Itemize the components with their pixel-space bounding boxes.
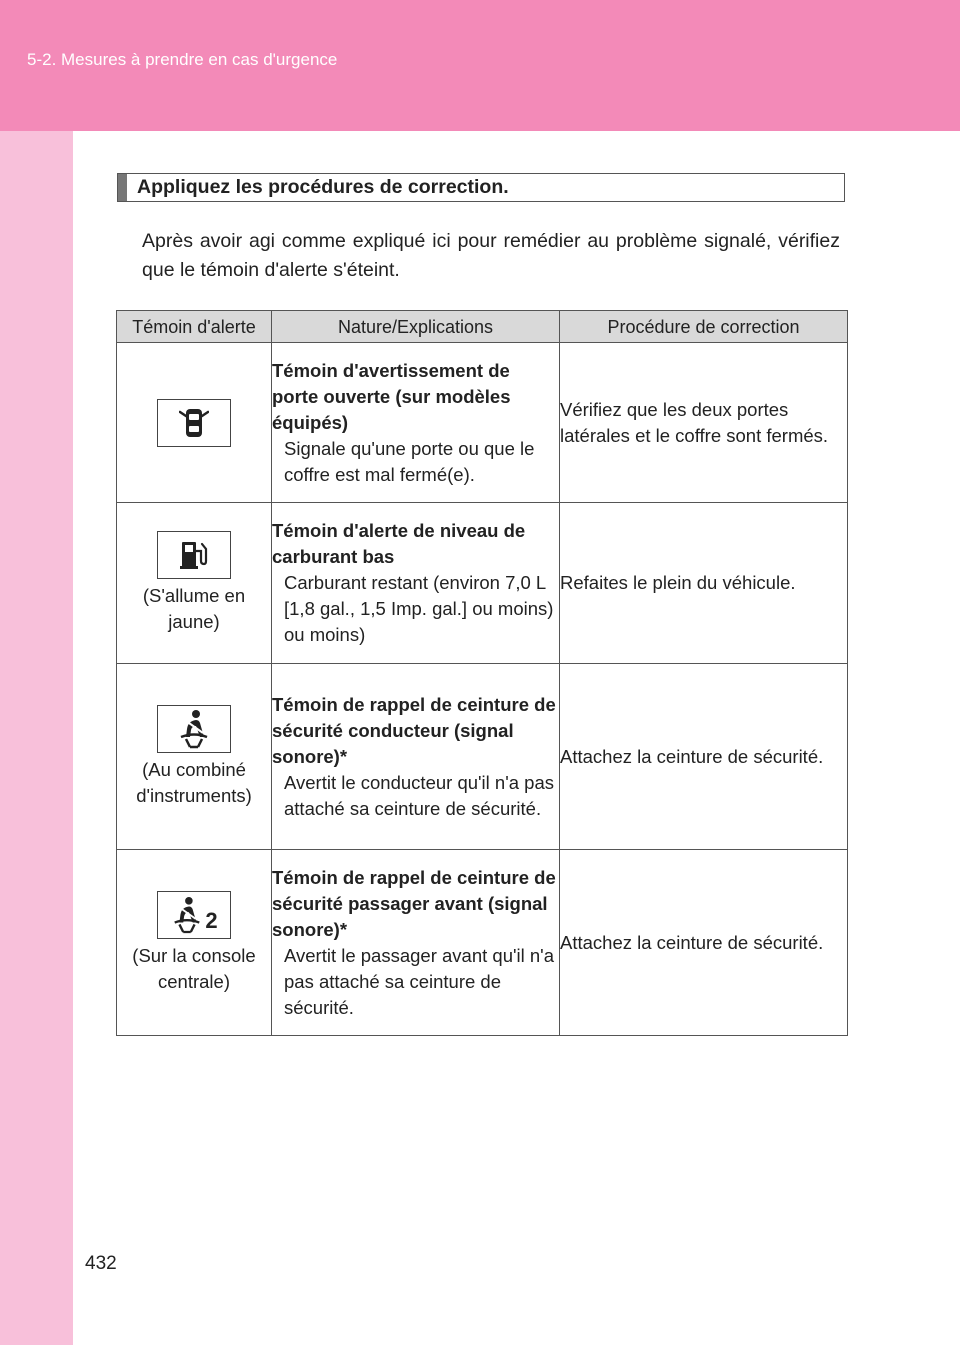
nature-cell <box>272 850 560 1036</box>
nature-cell <box>272 503 560 664</box>
procedure-cell: Attachez la ceinture de sécurité. <box>560 850 848 1036</box>
procedure-cell: Refaites le plein du véhicule. <box>560 503 848 664</box>
icon-caption: (Au combiné d'instruments) <box>136 758 252 806</box>
warning-lights-table <box>116 310 848 1036</box>
section-heading <box>117 173 845 202</box>
warning-title: Témoin d'avertissement de porte ouverte (sur modèles équipés) <box>272 359 511 433</box>
passenger-number-label: 2 <box>205 907 218 933</box>
section-title: Appliquez les procédures de correction. <box>137 176 509 198</box>
header-warning-light: Témoin d'alerte <box>117 311 272 343</box>
seatbelt-passenger-icon <box>157 891 231 939</box>
header-procedure: Procédure de correction <box>560 311 848 343</box>
icon-cell <box>117 503 272 664</box>
heading-marker <box>118 174 127 201</box>
warning-title: Témoin d'alerte de niveau de carburant bas <box>272 520 526 567</box>
table-row <box>117 343 848 503</box>
door-open-icon <box>157 399 231 447</box>
procedure-cell: Vérifiez que les deux portes latérales et le coffre sont fermés. <box>560 343 848 503</box>
warning-description: Signale qu'une porte ou que le coffre est mal fermé(e). <box>284 437 535 485</box>
icon-caption: (Sur la console centrale) <box>132 944 256 992</box>
warning-description: Avertit le conducteur qu'il n'a pas attaché sa ceinture de sécurité. <box>284 771 554 819</box>
nature-cell <box>272 664 560 850</box>
side-margin-band <box>0 131 73 1345</box>
table-row <box>117 664 848 850</box>
warning-title: Témoin de rappel de ceinture de sécurité conducteur (signal sonore)* <box>272 693 556 767</box>
nature-cell <box>272 343 560 503</box>
intro-paragraph: Après avoir agi comme expliqué ici pour remédier au problème signalé, vérifiez que le témoin d'alerte s'éteint. <box>142 230 840 281</box>
warning-title: Témoin de rappel de ceinture de sécurité passager avant (signal sonore)* <box>272 866 556 940</box>
table-row <box>117 850 848 1036</box>
icon-cell <box>117 850 272 1036</box>
table-row <box>117 503 848 664</box>
fuel-pump-icon <box>157 531 231 579</box>
seatbelt-icon <box>157 705 231 753</box>
icon-cell <box>117 343 272 503</box>
header-nature: Nature/Explications <box>272 311 560 343</box>
chapter-header: 5-2. Mesures à prendre en cas d'urgence <box>27 50 338 69</box>
warning-description: Avertit le passager avant qu'il n'a pas attaché sa ceinture de sécurité. <box>284 944 554 1018</box>
icon-caption: (S'allume en jaune) <box>142 585 246 632</box>
table-header-row <box>117 311 848 343</box>
page-number: 432 <box>85 1253 117 1274</box>
procedure-cell: Attachez la ceinture de sécurité. <box>560 664 848 850</box>
icon-cell <box>117 664 272 850</box>
warning-description: Carburant restant (environ 7,0 L [1,8 gal., 1,5 Imp. gal.] ou moins) ou moins) <box>284 572 554 645</box>
